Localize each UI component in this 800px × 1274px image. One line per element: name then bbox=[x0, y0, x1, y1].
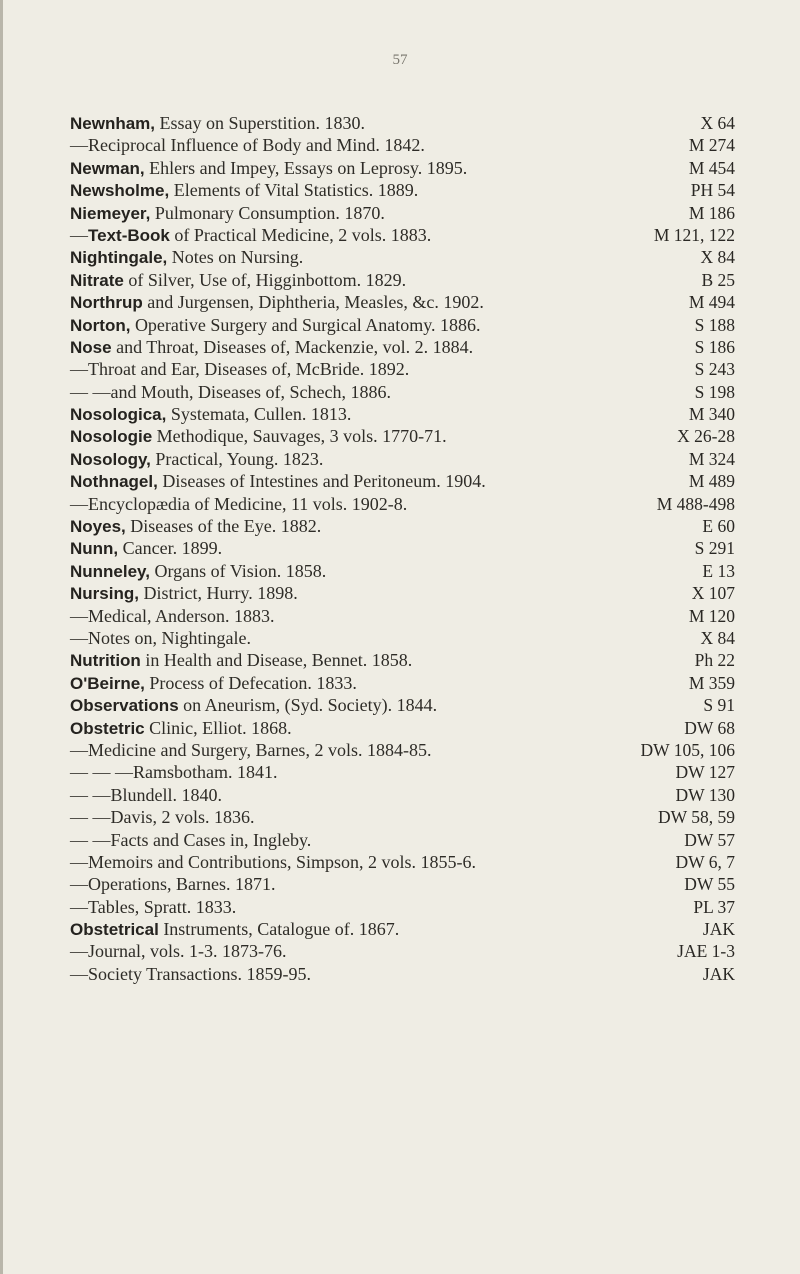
entry-shelfmark: DW 127 bbox=[675, 762, 735, 783]
index-entry bbox=[70, 246, 735, 268]
entry-text: Memoirs and Contributions, Simpson, 2 vols. 1855-6. bbox=[88, 851, 477, 872]
entry-shelfmark: S 91 bbox=[703, 695, 735, 716]
entry-shelfmark: DW 105, 106 bbox=[640, 739, 735, 760]
entry-shelfmark: E 60 bbox=[702, 516, 735, 537]
entry-shelfmark: S 243 bbox=[694, 359, 735, 380]
index-entry bbox=[70, 314, 735, 336]
entry-text: Pulmonary Consumption. 1870. bbox=[150, 202, 385, 223]
index-entry bbox=[70, 851, 735, 873]
entry-shelfmark: M 488-498 bbox=[656, 493, 735, 514]
entry-text: Medical, Anderson. 1883. bbox=[88, 605, 275, 626]
entry-shelfmark: DW 58, 59 bbox=[658, 807, 735, 828]
entry-shelfmark: X 84 bbox=[700, 247, 735, 268]
entry-shelfmark: M 121, 122 bbox=[653, 224, 735, 245]
entry-text: Systemata, Cullen. 1813. bbox=[166, 404, 352, 425]
entry-text: Davis, 2 vols. 1836. bbox=[110, 807, 255, 828]
entry-shelfmark: DW 55 bbox=[684, 874, 735, 895]
entry-head: Newman, bbox=[70, 158, 145, 178]
entry-text: Encyclopædia of Medicine, 11 vols. 1902-8. bbox=[88, 493, 408, 514]
entry-head: Nosology, bbox=[70, 449, 151, 469]
entry-shelfmark: X 84 bbox=[700, 627, 735, 648]
entry-text: Ehlers and Impey, Essays on Leprosy. 1895. bbox=[144, 157, 468, 178]
index-entry bbox=[70, 134, 735, 156]
entry-shelfmark: PL 37 bbox=[693, 896, 735, 917]
index-entry bbox=[70, 963, 735, 985]
index-entry bbox=[70, 873, 735, 895]
index-entry bbox=[70, 202, 735, 224]
entry-text: of Silver, Use of, Higginbottom. 1829. bbox=[123, 269, 407, 290]
index-entry bbox=[70, 829, 735, 851]
entry-head: Newnham, bbox=[70, 114, 156, 133]
entry-head: Niemeyer, bbox=[70, 203, 151, 223]
index-entry bbox=[70, 717, 735, 739]
entry-text: Notes on Nursing. bbox=[167, 247, 304, 268]
entry-text: Medicine and Surgery, Barnes, 2 vols. 1884-85. bbox=[88, 739, 432, 760]
entry-shelfmark: M 120 bbox=[688, 605, 735, 626]
entry-lead: — bbox=[70, 941, 88, 962]
entry-shelfmark: M 494 bbox=[688, 292, 735, 313]
entry-shelfmark: JAK bbox=[702, 963, 735, 984]
entry-lead: — bbox=[70, 493, 88, 514]
entry-shelfmark: X 107 bbox=[691, 583, 735, 604]
entry-head: Northrup bbox=[70, 293, 143, 313]
index-entry bbox=[70, 269, 735, 291]
entry-text: on Aneurism, (Syd. Society). 1844. bbox=[178, 695, 438, 716]
entry-text: Clinic, Elliot. 1868. bbox=[144, 717, 292, 738]
entry-head: Nunn, bbox=[70, 539, 119, 559]
entry-lead: — — bbox=[70, 381, 111, 402]
entry-head: Obstetric bbox=[70, 718, 145, 738]
entry-shelfmark: DW 68 bbox=[684, 717, 735, 738]
entry-text: and Mouth, Diseases of, Schech, 1886. bbox=[110, 381, 391, 402]
entry-head: Text-Book bbox=[88, 225, 170, 245]
index-entry bbox=[70, 694, 735, 716]
entry-text: Methodique, Sauvages, 3 vols. 1770-71. bbox=[152, 426, 447, 447]
entry-shelfmark: B 25 bbox=[701, 269, 735, 290]
index-entry bbox=[70, 627, 735, 649]
entry-text: Diseases of Intestines and Peritoneum. 1904. bbox=[157, 471, 486, 492]
index-entry bbox=[70, 157, 735, 179]
entry-text: Operations, Barnes. 1871. bbox=[88, 874, 276, 895]
entry-shelfmark: E 13 bbox=[702, 560, 735, 581]
entry-shelfmark: M 359 bbox=[688, 672, 735, 693]
entry-text: in Health and Disease, Bennet. 1858. bbox=[140, 650, 413, 671]
entry-text: Notes on, Nightingale. bbox=[88, 627, 251, 648]
entry-lead: — bbox=[70, 359, 88, 380]
entry-shelfmark: S 188 bbox=[694, 314, 735, 335]
entry-shelfmark: X 64 bbox=[700, 113, 735, 133]
entry-shelfmark: M 340 bbox=[688, 404, 735, 425]
index-entry bbox=[70, 381, 735, 403]
entry-text: and Jurgensen, Diphtheria, Measles, &c. 1902. bbox=[142, 292, 484, 313]
entry-shelfmark: DW 130 bbox=[675, 784, 735, 805]
entry-text: Blundell. 1840. bbox=[110, 784, 222, 805]
entry-lead: — — bbox=[70, 784, 111, 805]
entry-text: Society Transactions. 1859-95. bbox=[88, 963, 311, 984]
index-entry bbox=[70, 605, 735, 627]
entry-head: Nothnagel, bbox=[70, 472, 158, 492]
entry-lead: — — bbox=[70, 829, 111, 850]
entry-text: Facts and Cases in, Ingleby. bbox=[110, 829, 312, 850]
entry-text: Organs of Vision. 1858. bbox=[149, 560, 327, 581]
entry-text: of Practical Medicine, 2 vols. 1883. bbox=[169, 224, 432, 245]
index-entry bbox=[70, 806, 735, 828]
index-entry bbox=[70, 649, 735, 671]
entry-lead: — bbox=[70, 627, 88, 648]
entry-lead: — bbox=[70, 135, 88, 156]
entry-shelfmark: M 454 bbox=[688, 157, 735, 178]
entry-text: Tables, Spratt. 1833. bbox=[88, 896, 237, 917]
entry-text: Cancer. 1899. bbox=[118, 538, 223, 559]
entry-text: Instruments, Catalogue of. 1867. bbox=[158, 919, 400, 940]
index-entry bbox=[70, 336, 735, 358]
entry-head: Noyes, bbox=[70, 517, 126, 537]
index-entries bbox=[70, 112, 735, 985]
entry-text: Ramsbotham. 1841. bbox=[133, 762, 278, 783]
index-entry bbox=[70, 761, 735, 783]
entry-head: Nunneley, bbox=[70, 561, 150, 581]
entry-shelfmark: DW 6, 7 bbox=[675, 851, 735, 872]
page-number: 57 bbox=[392, 52, 408, 68]
entry-lead: — bbox=[70, 963, 88, 984]
entry-shelfmark: JAK bbox=[702, 919, 735, 940]
entry-text: Practical, Young. 1823. bbox=[150, 448, 324, 469]
entry-shelfmark: S 291 bbox=[694, 538, 735, 559]
entry-lead: — — bbox=[70, 807, 111, 828]
index-entry bbox=[70, 493, 735, 515]
entry-text: and Throat, Diseases of, Mackenzie, vol. 2. 1884. bbox=[111, 336, 474, 357]
entry-head: Obstetrical bbox=[70, 920, 159, 940]
entry-lead: — bbox=[70, 605, 88, 626]
entry-shelfmark: S 186 bbox=[694, 336, 735, 357]
index-entry bbox=[70, 896, 735, 918]
index-entry bbox=[70, 425, 735, 447]
entry-head: Nutrition bbox=[70, 651, 141, 671]
entry-head: Observations bbox=[70, 696, 179, 716]
entry-shelfmark: M 324 bbox=[688, 448, 735, 469]
entry-shelfmark: M 186 bbox=[688, 202, 735, 223]
entry-head: Nose bbox=[70, 337, 112, 357]
index-entry bbox=[70, 224, 735, 246]
entry-shelfmark: M 489 bbox=[688, 471, 735, 492]
entry-head: Nursing, bbox=[70, 584, 139, 604]
index-entry bbox=[70, 940, 735, 962]
entry-lead: — bbox=[70, 739, 88, 760]
index-entry bbox=[70, 291, 735, 313]
index-entry bbox=[70, 739, 735, 761]
index-entry bbox=[70, 582, 735, 604]
index-entry bbox=[70, 515, 735, 537]
entry-lead: — bbox=[70, 224, 88, 245]
index-entry bbox=[70, 470, 735, 492]
index-entry bbox=[70, 918, 735, 940]
entry-text: Throat and Ear, Diseases of, McBride. 1892. bbox=[88, 359, 410, 380]
index-entry bbox=[70, 672, 735, 694]
entry-lead: — bbox=[70, 896, 88, 917]
entry-shelfmark: JAE 1-3 bbox=[677, 941, 735, 962]
index-entry bbox=[70, 537, 735, 559]
entry-lead: — bbox=[70, 851, 88, 872]
entry-shelfmark: DW 57 bbox=[684, 829, 735, 850]
entry-shelfmark: PH 54 bbox=[690, 180, 735, 201]
entry-text: District, Hurry. 1898. bbox=[138, 583, 298, 604]
entry-lead: — bbox=[70, 874, 88, 895]
entry-head: Nightingale, bbox=[70, 248, 168, 268]
entry-shelfmark: X 26-28 bbox=[677, 426, 735, 447]
index-entry bbox=[70, 112, 735, 134]
index-entry bbox=[70, 560, 735, 582]
entry-lead: — — — bbox=[70, 762, 133, 783]
entry-text: Diseases of the Eye. 1882. bbox=[125, 516, 322, 537]
entry-text: Operative Surgery and Surgical Anatomy. 1886. bbox=[130, 314, 481, 335]
index-entry bbox=[70, 403, 735, 425]
index-entry bbox=[70, 358, 735, 380]
entry-head: Newsholme, bbox=[70, 181, 170, 201]
entry-text: Reciprocal Influence of Body and Mind. 1842. bbox=[88, 135, 425, 156]
page-edge bbox=[0, 0, 3, 1274]
entry-head: Norton, bbox=[70, 315, 131, 335]
entry-text: Journal, vols. 1-3. 1873-76. bbox=[88, 941, 287, 962]
entry-shelfmark: M 274 bbox=[688, 135, 735, 156]
entry-text: Process of Defecation. 1833. bbox=[144, 672, 357, 693]
entry-shelfmark: S 198 bbox=[694, 381, 735, 402]
entry-shelfmark: Ph 22 bbox=[694, 650, 735, 671]
index-entry bbox=[70, 179, 735, 201]
index-entry bbox=[70, 448, 735, 470]
entry-text: Elements of Vital Statistics. 1889. bbox=[169, 180, 419, 201]
entry-head: O'Beirne, bbox=[70, 673, 145, 693]
index-entry bbox=[70, 784, 735, 806]
entry-text: Essay on Superstition. 1830. bbox=[155, 113, 366, 133]
entry-head: Nosologie bbox=[70, 427, 153, 447]
entry-head: Nitrate bbox=[70, 270, 124, 290]
entry-head: Nosologica, bbox=[70, 405, 167, 425]
